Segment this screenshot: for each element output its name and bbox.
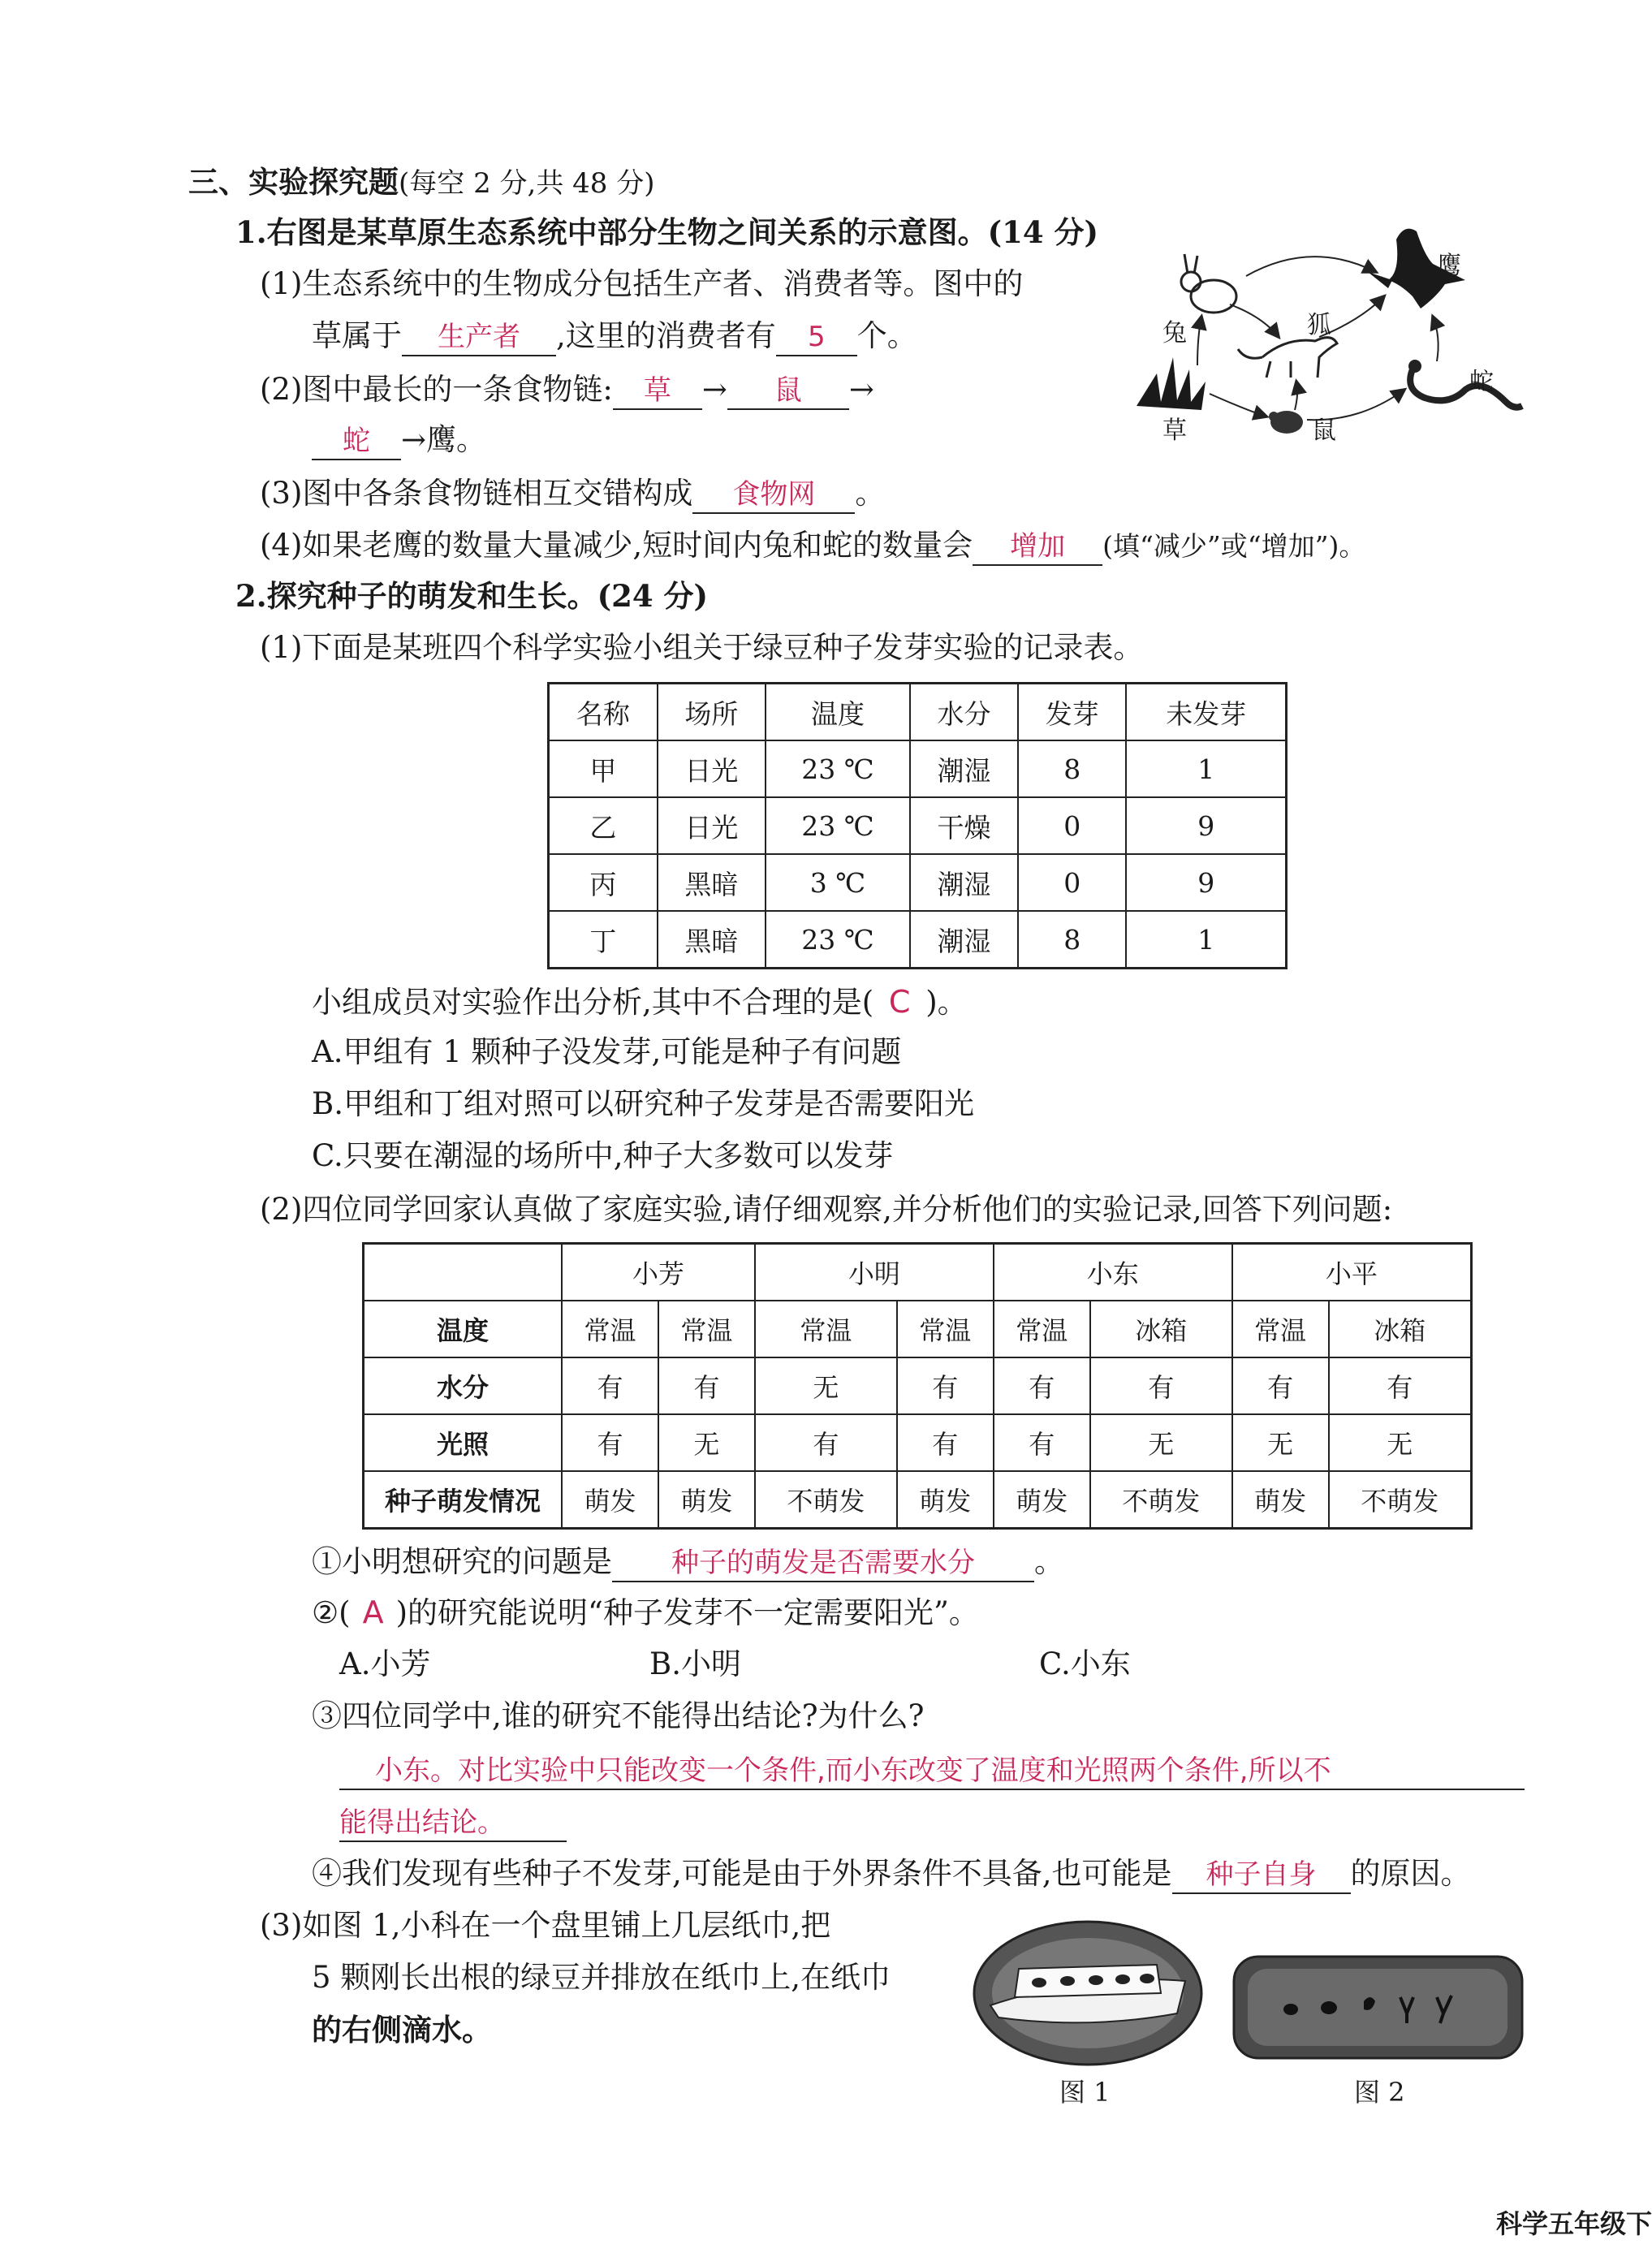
table-cell: 不萌发	[1329, 1471, 1472, 1529]
table-cell: 常温	[562, 1301, 658, 1357]
table-header-row	[549, 684, 1287, 741]
table-header: 水分	[910, 684, 1018, 741]
table-header: 小平	[1232, 1244, 1472, 1301]
q1-part2-line2	[312, 421, 486, 460]
answer-blank-chain-2[interactable]: 鼠	[727, 373, 849, 410]
q1-part1-line1: (1)生态系统中的生物成分包括生产者、消费者等。图中的	[260, 266, 1024, 301]
table-cell: 黑暗	[658, 911, 766, 969]
mouse-icon	[1269, 411, 1303, 434]
figure-1-caption: 图 1	[1059, 2077, 1111, 2108]
answer-blank-consumer-count[interactable]: 5	[776, 319, 857, 356]
text: ②(	[312, 1595, 351, 1630]
table-cell: 0	[1018, 797, 1126, 854]
label-grass: 草	[1162, 416, 1187, 445]
table-cell: 潮湿	[910, 854, 1018, 911]
option-a: A.甲组有 1 颗种子没发芽,可能是种子有问题	[312, 1034, 902, 1069]
table-cell: 8	[1018, 740, 1126, 797]
text: 草属于	[312, 318, 402, 353]
answer-blank-research-question[interactable]: 种子的萌发是否需要水分	[612, 1545, 1034, 1582]
answer-choice-c[interactable]: C	[888, 984, 911, 1020]
text: ,这里的消费者有	[556, 318, 776, 353]
arrow-icon: →	[701, 372, 727, 407]
row-label: 温度	[364, 1301, 563, 1357]
grass-icon	[1137, 357, 1206, 410]
table-cell: 乙	[549, 797, 658, 854]
table-cell: 丁	[549, 911, 658, 969]
text: )。	[925, 985, 968, 1020]
text: ④我们发现有些种子不发芽,可能是由于外界条件不具备,也可能是	[312, 1856, 1172, 1891]
row-label: 种子萌发情况	[364, 1471, 563, 1529]
table-row	[364, 1301, 1472, 1357]
germination-table	[547, 682, 1288, 969]
text: 。	[1034, 1544, 1064, 1579]
q1-part1-line2	[312, 317, 917, 356]
figure-2-image	[1230, 1953, 1526, 2062]
table-cell: 无	[1090, 1414, 1232, 1471]
label-snake: 蛇	[1469, 368, 1494, 396]
table-row	[549, 797, 1287, 854]
label-eagle: 鹰	[1437, 252, 1461, 280]
q2-sub3-question: ③四位同学中,谁的研究不能得出结论?为什么?	[312, 1698, 925, 1733]
table-cell: 丙	[549, 854, 658, 911]
table-header: 温度	[766, 684, 910, 741]
table-cell: 3 ℃	[766, 854, 910, 911]
table-cell: 冰箱	[1329, 1301, 1472, 1357]
sub2-option-a: A.小芳	[339, 1646, 431, 1681]
q2-sub2	[312, 1593, 979, 1633]
answer-blank-reason-1[interactable]: 小东。对比实验中只能改变一个条件,而小东改变了温度和光照两个条件,所以不	[339, 1753, 1525, 1790]
text: 小组成员对实验作出分析,其中不合理的是(	[312, 985, 874, 1020]
q1-stem: 1.右图是某草原生态系统中部分生物之间关系的示意图。(14 分)	[235, 214, 1099, 250]
table-cell: 萌发	[994, 1471, 1090, 1529]
text: (4)如果老鹰的数量大量减少,短时间内兔和蛇的数量会	[260, 528, 973, 563]
table-cell: 潮湿	[910, 740, 1018, 797]
option-b: B.甲组和丁组对照可以研究种子发芽是否需要阳光	[312, 1086, 974, 1121]
table-header: 小明	[755, 1244, 994, 1301]
table-cell: 萌发	[897, 1471, 994, 1529]
table-cell: 不萌发	[755, 1471, 897, 1529]
q2-part3-line3: 的右侧滴水。	[312, 2012, 492, 2048]
table-cell: 有	[562, 1357, 658, 1414]
label-fox: 狐	[1307, 311, 1331, 339]
q2-part3-line1: (3)如图 1,小科在一个盘里铺上几层纸巾,把	[260, 1908, 831, 1943]
table-cell: 日光	[658, 740, 766, 797]
table-cell: 有	[897, 1414, 994, 1471]
home-experiment-table	[362, 1242, 1473, 1530]
table-row	[549, 854, 1287, 911]
table-cell: 黑暗	[658, 854, 766, 911]
table-cell: 23 ℃	[766, 740, 910, 797]
section-heading	[188, 162, 654, 203]
table-row	[364, 1471, 1472, 1529]
row-label: 水分	[364, 1357, 563, 1414]
table-cell: 1	[1126, 911, 1286, 969]
table-header: 小东	[994, 1244, 1232, 1301]
table-cell: 有	[994, 1414, 1090, 1471]
rabbit-icon	[1181, 254, 1236, 313]
answer-blank-chain-1[interactable]: 草	[613, 373, 702, 410]
q2-analysis	[312, 982, 968, 1022]
table-cell: 9	[1126, 854, 1286, 911]
row-label: 光照	[364, 1414, 563, 1471]
text: ①小明想研究的问题是	[312, 1544, 612, 1579]
table-cell: 8	[1018, 911, 1126, 969]
q2-stem: 2.探究种子的萌发和生长。(24 分)	[235, 578, 709, 614]
table-cell: 干燥	[910, 797, 1018, 854]
table-row	[549, 911, 1287, 969]
text: 的原因。	[1350, 1856, 1471, 1891]
option-c: C.只要在潮湿的场所中,种子大多数可以发芽	[312, 1138, 894, 1173]
table-cell: 有	[1232, 1357, 1329, 1414]
table-cell: 不萌发	[1090, 1471, 1232, 1529]
table-cell: 常温	[994, 1301, 1090, 1357]
table-cell: 0	[1018, 854, 1126, 911]
q2-part1: (1)下面是某班四个科学实验小组关于绿豆种子发芽实验的记录表。	[260, 630, 1144, 665]
answer-blank-seed-itself[interactable]: 种子自身	[1172, 1857, 1351, 1894]
table-cell: 有	[755, 1414, 897, 1471]
table-cell: 常温	[1232, 1301, 1329, 1357]
table-cell: 甲	[549, 740, 658, 797]
answer-blank-food-web[interactable]: 食物网	[692, 477, 855, 514]
table-header: 发芽	[1018, 684, 1126, 741]
table-cell: 1	[1126, 740, 1286, 797]
table-row	[364, 1414, 1472, 1471]
table-cell: 萌发	[658, 1471, 755, 1529]
table-cell: 无	[755, 1357, 897, 1414]
table-cell: 有	[994, 1357, 1090, 1414]
label-mouse: 鼠	[1312, 416, 1336, 445]
answer-choice-a[interactable]: A	[362, 1595, 384, 1630]
q1-part2-line1	[260, 370, 874, 410]
table-cell: 潮湿	[910, 911, 1018, 969]
table-cell: 9	[1126, 797, 1286, 854]
answer-blank-chain-3[interactable]: 蛇	[312, 423, 401, 460]
table-cell: 有	[1090, 1357, 1232, 1414]
text: )的研究能说明“种子发芽不一定需要阳光”。	[395, 1595, 979, 1630]
fox-icon	[1238, 338, 1337, 378]
q2-sub1	[312, 1543, 1064, 1582]
q2-part3-line2: 5 颗刚长出根的绿豆并排放在纸巾上,在纸巾	[312, 1960, 891, 1995]
table-cell: 常温	[897, 1301, 994, 1357]
sub2-option-b: B.小明	[649, 1646, 741, 1681]
table-corner-cell	[364, 1244, 563, 1301]
table-cell: 萌发	[562, 1471, 658, 1529]
table-header: 小芳	[562, 1244, 755, 1301]
table-cell: 有	[562, 1414, 658, 1471]
table-cell: 冰箱	[1090, 1301, 1232, 1357]
table-cell: 有	[1329, 1357, 1472, 1414]
table-row	[364, 1357, 1472, 1414]
table-cell: 23 ℃	[766, 911, 910, 969]
table-cell: 萌发	[1232, 1471, 1329, 1529]
text: (填“减少”或“增加”)。	[1102, 530, 1366, 562]
text: (2)图中最长的一条食物链:	[260, 372, 613, 407]
table-cell: 日光	[658, 797, 766, 854]
figure-2-caption: 图 2	[1354, 2077, 1405, 2108]
table-cell: 有	[897, 1357, 994, 1414]
section-note: (每空 2 分,共 48 分)	[399, 167, 655, 200]
text: (3)图中各条食物链相互交错构成	[260, 476, 693, 511]
table-header: 未发芽	[1126, 684, 1286, 741]
answer-blank-increase[interactable]: 增加	[973, 529, 1102, 566]
figure-1-image	[970, 1916, 1206, 2070]
page-footer: 科学五年级下	[1495, 2208, 1652, 2239]
table-cell: 无	[1329, 1414, 1472, 1471]
text: 个。	[856, 318, 917, 353]
table-cell: 无	[658, 1414, 755, 1471]
q2-sub3-answer-line2	[339, 1802, 567, 1842]
table-header-row	[364, 1244, 1472, 1301]
table-header: 场所	[658, 684, 766, 741]
table-cell: 无	[1232, 1414, 1329, 1471]
arrow-icon: →	[401, 422, 427, 457]
q1-part3	[260, 474, 885, 514]
table-cell: 有	[658, 1357, 755, 1414]
q2-sub4	[312, 1854, 1471, 1894]
table-cell: 常温	[658, 1301, 755, 1357]
table-header: 名称	[549, 684, 658, 741]
label-rabbit: 兔	[1162, 319, 1187, 347]
text: 鹰。	[426, 422, 487, 457]
q2-sub3-answer-line1	[339, 1750, 1525, 1790]
answer-blank-reason-2[interactable]: 能得出结论。	[339, 1805, 567, 1842]
section-title: 三、实验探究题	[188, 164, 399, 200]
table-row	[549, 740, 1287, 797]
arrow-icon: →	[848, 372, 874, 407]
sub2-option-c: C.小东	[1039, 1646, 1131, 1681]
snake-icon	[1408, 360, 1522, 408]
answer-blank-producer[interactable]: 生产者	[402, 319, 556, 356]
table-cell: 23 ℃	[766, 797, 910, 854]
q2-part2: (2)四位同学回家认真做了家庭实验,请仔细观察,并分析他们的实验记录,回答下列问题:	[260, 1192, 1393, 1227]
text: 。	[855, 476, 886, 511]
q1-part4	[260, 526, 1365, 566]
table-cell: 常温	[755, 1301, 897, 1357]
